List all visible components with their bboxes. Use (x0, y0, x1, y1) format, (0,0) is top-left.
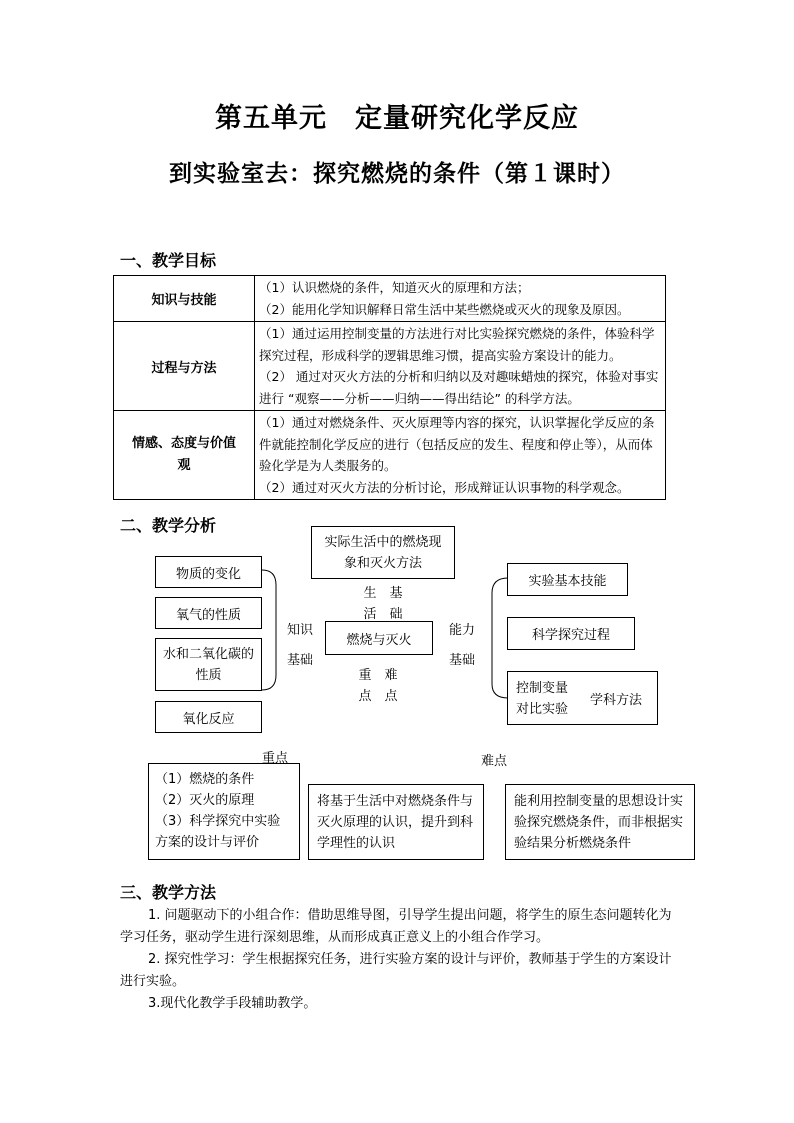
difficulty-box-1: 将基于生活中对燃烧条件与灭火原理的认识，提升到科学理性的认识 (308, 784, 484, 860)
knowledge-item: 水和二氧化碳的性质 (155, 638, 262, 691)
center-box: 燃烧与灭火 (325, 621, 433, 655)
key-point: （1）燃烧的条件 (155, 772, 255, 787)
goal-line: （1）通过对燃烧条件、灭火原理等内容的探究，认识掌握化学反应的条件就能控制化学反应的进行（包括反应的发生、程度和停止等），从而体验化学是为人类服务的。 (259, 415, 655, 473)
key-points-box (148, 763, 300, 860)
ability-method-box (507, 671, 658, 725)
knowledge-item: 氧化反应 (155, 701, 262, 733)
page-title: 第五单元 定量研究化学反应 (215, 103, 579, 134)
page-subtitle: 到实验室去：探究燃烧的条件（第１课时） (169, 160, 625, 187)
method-paragraph: 3.现代化教学手段辅助教学。 (148, 996, 317, 1011)
goal-line: （1）认识燃烧的条件，知道灭火的原理和方法； (259, 280, 530, 295)
section-heading-goals: 一、教学目标 (120, 251, 217, 270)
key-difficulty-label: 重 难 点 点 (358, 668, 398, 704)
goal-label-attitude: 情感、态度与价值观 (114, 411, 255, 500)
method-paragraph: 1. 问题驱动下的小组合作：借助思维导图，引导学生提出问题，将学生的原生态问题转化为学习任务，驱动学生进行深刻思维，从而形成真正意义上的小组合作学习。 (120, 908, 672, 945)
key-points-label: 重点 (262, 751, 289, 766)
goal-label-process: 过程与方法 (114, 322, 255, 411)
goal-line: （2）能用化学知识解释日常生活中某些燃烧或灭火的现象及原因。 (259, 301, 630, 317)
life-basis-label: 生 基 活 础 (363, 586, 403, 622)
difficulty-box-2: 能利用控制变量的思想设计实验探究燃烧条件，而非根据实验结果分析燃烧条件 (505, 784, 695, 860)
knowledge-item: 氧气的性质 (155, 597, 262, 629)
section-heading-methods: 三、教学方法 (120, 883, 217, 902)
goal-line: （2）通过对灭火方法的分析讨论，形成辩证认识事物的科学观念。 (259, 479, 630, 495)
ability-item: 实验基本技能 (507, 563, 628, 596)
key-point: （2）灭火的原理 (155, 793, 255, 808)
method-paragraph: 2. 探究性学习：学生根据探究任务，进行实验方案的设计与评价，教师基于学生的方案设计进行实验。 (120, 952, 672, 989)
knowledge-basis-label: 知识 基础 (287, 623, 314, 668)
ability-item: 科学探究过程 (507, 617, 635, 650)
ability-basis-label: 能力 基础 (449, 623, 476, 668)
section-heading-analysis: 二、教学分析 (120, 516, 217, 535)
goal-line: （2） 通过对灭火方法的分析和归纳以及对趣味蜡烛的探究，体验对事实进行 “观察——分析——归纳——得出结论” 的科学方法。 (259, 369, 659, 406)
goal-label-knowledge: 知识与技能 (114, 276, 255, 322)
goal-line: （1）通过运用控制变量的方法进行对比实验探究燃烧的条件，体验科学探究过程，形成科学的逻辑思维习惯，提高实验方案设计的能力。 (259, 326, 655, 363)
knowledge-item: 物质的变化 (155, 556, 262, 588)
control-variable-text: 控制变量 对比实验 (516, 681, 569, 717)
difficulty-label: 难点 (481, 754, 508, 769)
key-point: （3）科学探究中实验方案的设计与评价 (155, 814, 281, 850)
subject-method-text: 学科方法 (590, 693, 643, 708)
top-box: 实际生活中的燃烧现象和灭火方法 (311, 526, 455, 579)
